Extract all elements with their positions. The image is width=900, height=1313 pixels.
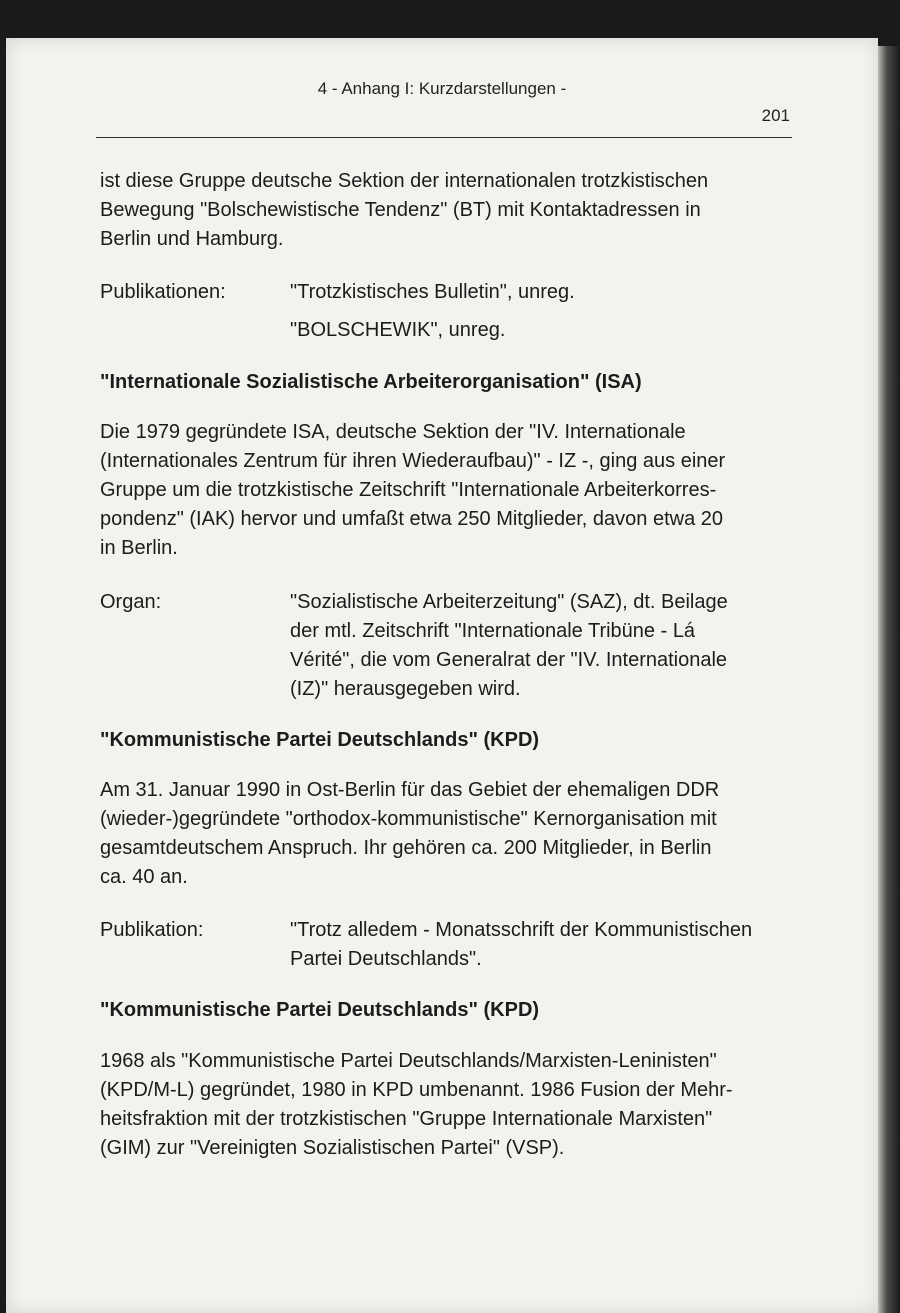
paragraph-line: Gruppe um die trotzkistische Zeitschrift "Internationale Arbeiterkorres- bbox=[100, 479, 717, 501]
paragraph-line: (Internationales Zentrum für ihren Wiederaufbau)" - IZ -, ging aus einer bbox=[100, 450, 726, 472]
book-page-edge bbox=[878, 46, 900, 1313]
paragraph-line: in Berlin. bbox=[100, 537, 178, 559]
paragraph-line: heitsfraktion mit der trotzkistischen "Gruppe Internationale Marxisten" bbox=[100, 1108, 713, 1130]
paragraph-line: ca. 40 an. bbox=[100, 866, 188, 888]
publication-entry: "Trotzkistisches Bulletin", unreg. bbox=[290, 281, 575, 303]
section-heading-isa: "Internationale Sozialistische Arbeiterorganisation" (ISA) bbox=[100, 371, 642, 393]
publication-line: "Trotz alledem - Monatsschrift der Kommunistischen bbox=[290, 919, 753, 941]
organ-line: der mtl. Zeitschrift "Internationale Tribüne - Lá bbox=[290, 620, 696, 642]
paragraph-line: Die 1979 gegründete ISA, deutsche Sektion der "IV. Internationale bbox=[100, 421, 686, 443]
paragraph-line: (wieder-)gegründete "orthodox-kommunistische" Kernorganisation mit bbox=[100, 808, 717, 830]
paragraph-line: ist diese Gruppe deutsche Sektion der internationalen trotzkistischen bbox=[100, 170, 709, 192]
section-heading-kpd-1: "Kommunistische Partei Deutschlands" (KPD) bbox=[100, 729, 540, 751]
page-body bbox=[100, 167, 790, 1163]
page-number: 201 bbox=[761, 106, 790, 125]
organ-values bbox=[290, 588, 790, 704]
paragraph-line: Bewegung "Bolschewistische Tendenz" (BT) mit Kontaktadressen in bbox=[100, 199, 701, 221]
organ-line: "Sozialistische Arbeiterzeitung" (SAZ), dt. Beilage bbox=[290, 591, 728, 613]
paragraph-line: gesamtdeutschem Anspruch. Ihr gehören ca. 200 Mitglieder, in Berlin bbox=[100, 837, 712, 859]
kpd-1-paragraph bbox=[100, 776, 790, 892]
running-header: 4 - Anhang I: Kurzdarstellungen - bbox=[317, 79, 567, 98]
organ-line: (IZ)" herausgegeben wird. bbox=[290, 678, 521, 700]
intro-paragraph bbox=[100, 167, 790, 254]
organ-line: Vérité", die vom Generalrat der "IV. Internationale bbox=[290, 649, 728, 671]
paragraph-line: Berlin und Hamburg. bbox=[100, 228, 284, 250]
organ-field bbox=[100, 588, 790, 704]
paragraph-line: 1968 als "Kommunistische Partei Deutschlands/Marxisten-Leninisten" bbox=[100, 1050, 717, 1072]
publications-label: Publikationen: bbox=[100, 281, 226, 303]
kpd-publication-field bbox=[100, 916, 790, 974]
organ-label: Organ: bbox=[100, 591, 162, 613]
paragraph-line: (GIM) zur "Vereinigten Sozialistischen Partei" (VSP). bbox=[100, 1137, 565, 1159]
publication-line: Partei Deutschlands". bbox=[290, 948, 482, 970]
header-rule bbox=[96, 137, 792, 138]
paragraph-line: Am 31. Januar 1990 in Ost-Berlin für das Gebiet der ehemaligen DDR bbox=[100, 779, 720, 801]
isa-paragraph bbox=[100, 418, 790, 563]
book-page bbox=[6, 38, 878, 1313]
publications-field bbox=[100, 278, 790, 345]
kpd-2-paragraph bbox=[100, 1047, 790, 1163]
paragraph-line: pondenz" (IAK) hervor und umfaßt etwa 250 Mitglieder, davon etwa 20 bbox=[100, 508, 724, 530]
publication-entry: "BOLSCHEWIK", unreg. bbox=[290, 319, 506, 341]
kpd-publication-values bbox=[290, 916, 790, 974]
publications-values bbox=[290, 278, 790, 345]
kpd-publication-label: Publikation: bbox=[100, 919, 204, 941]
section-heading-kpd-2: "Kommunistische Partei Deutschlands" (KPD) bbox=[100, 999, 540, 1021]
paragraph-line: (KPD/M-L) gegründet, 1980 in KPD umbenannt. 1986 Fusion der Mehr- bbox=[100, 1079, 733, 1101]
